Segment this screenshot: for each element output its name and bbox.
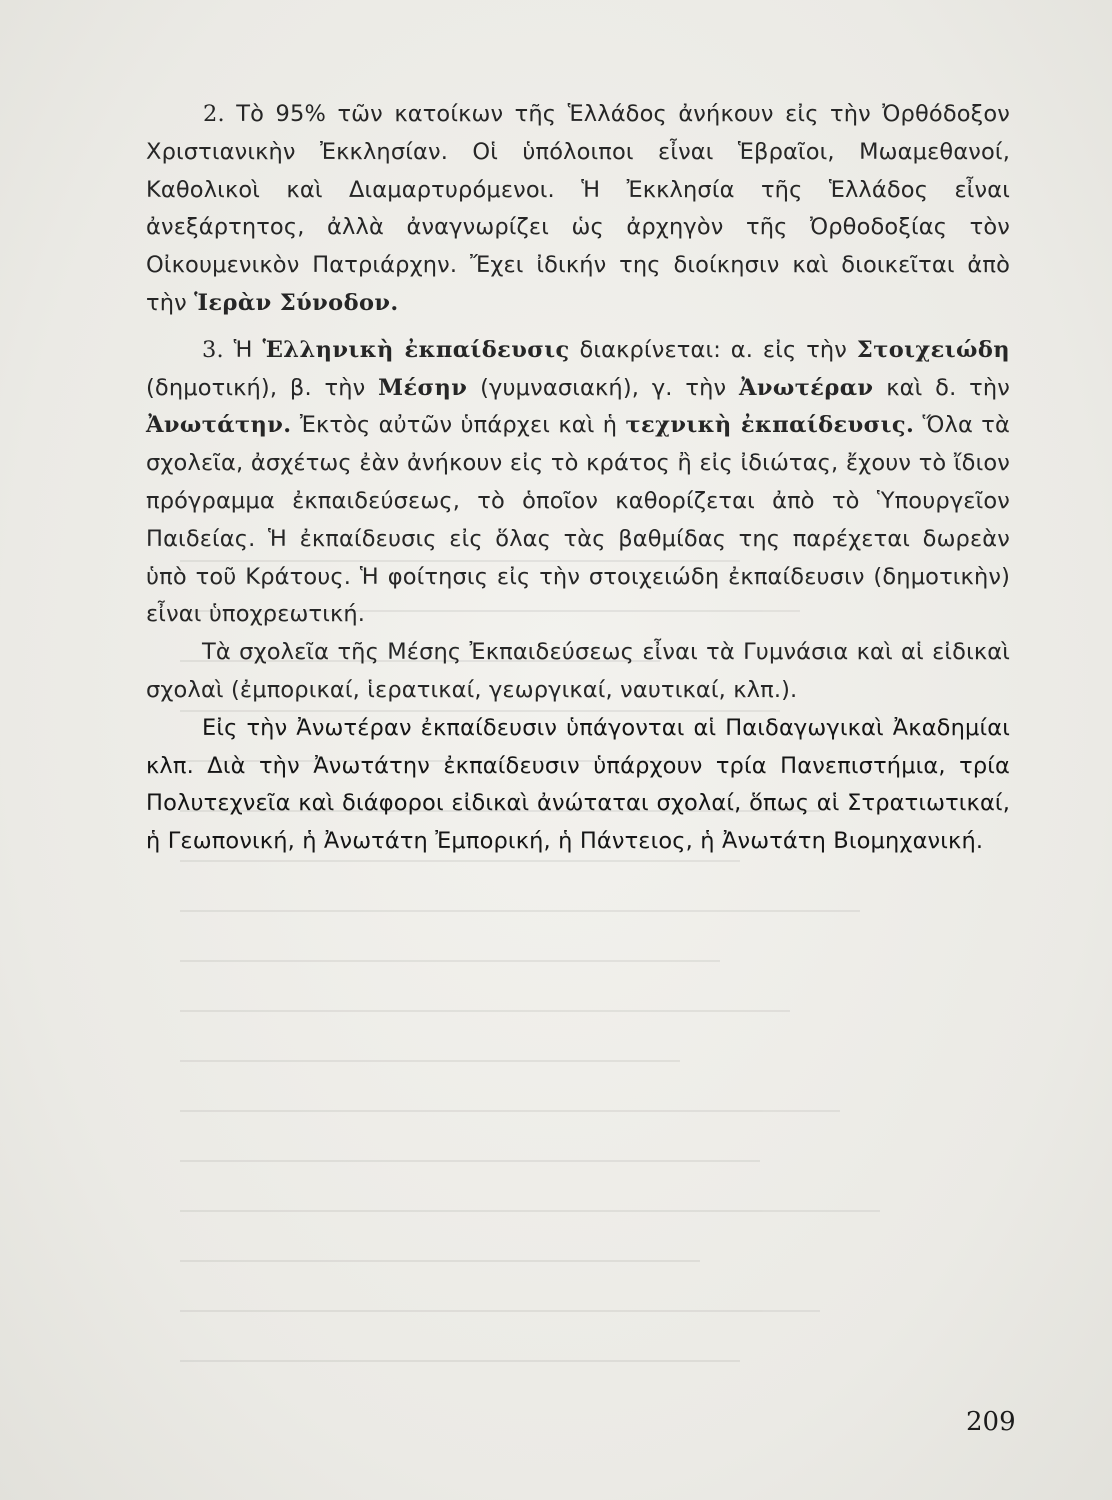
paragraph-text: Τὸ 95% τῶν κατοίκων τῆς Ἑλλάδος ἀνήκουν εἰς τὴν Ὀρθόδοξον Χριστιανικὴν Ἐκκλησίαν. Οἱ ὑπόλοιποι εἶναι Ἑβραῖοι, Μωαμεθανοί, Καθολικοὶ καὶ Διαμαρτυρόμενοι. Ἡ Ἐκκλησία τῆς Ἑλλάδος εἶναι ἀνεξάρτητος, ἀλλὰ ἀναγνωρίζει ὡς ἀρχηγὸν τῆς Ὀρθοδοξίας τὸν Οἰκουμενικὸν Πατριάρχην. Ἔχει ἰδικήν της διοίκησιν καὶ διοικεῖται ἀπὸ τὴν (146, 101, 1010, 316)
bold-term: Ἑλληνικὴ ἐκπαίδευσις (262, 336, 570, 363)
text-segment: καὶ δ. τὴν (886, 374, 1010, 401)
text-segment: Ἡ (233, 336, 253, 363)
paragraph-number: 3. (202, 336, 224, 363)
text-segment: Ὅλα τὰ σχολεῖα, ἀσχέτως ἐὰν ἀνήκουν εἰς τὸ κράτος ἢ εἰς ἰδιώτας, ἔχουν τὸ ἴδιον πρόγραμμα ἐκπαιδεύσεως, τὸ ὁποῖον καθορίζεται ἀπὸ τὸ Ὑπουργεῖον Παιδείας. Ἡ ἐκπαίδευσις εἰς ὅλας τὰς βαθμίδας της παρέχεται δωρεὰν ὑπὸ τοῦ Κράτους. Ἡ φοίτησις εἰς τὴν στοιχειώδη ἐκπαίδευσιν (δημοτικὴν) εἶναι ὑποχρεωτική. (146, 412, 1010, 628)
text-segment: (γυμνασιακή), γ. τὴν (480, 374, 727, 401)
text-segment: διακρίνεται: α. εἰς τὴν (579, 336, 848, 363)
bold-term: Στοιχειώδη (856, 336, 1010, 363)
body-text (146, 96, 1010, 861)
paragraph-secondary-schools: Τὰ σχολεῖα τῆς Μέσης Ἐκπαιδεύσεως εἶναι τὰ Γυμνάσια καὶ αἱ εἰδικαὶ σχολαὶ (ἐμπορικαί, ἱερατικαί, γεωργικαί, ναυτικαί, κλπ.). (146, 639, 1010, 703)
bold-term: Ἀνωτέραν (739, 374, 874, 401)
paragraph-2 (146, 96, 1010, 323)
bold-term: Μέσην (378, 374, 468, 401)
paragraph-3 (146, 332, 1010, 634)
text-segment: Ἐκτὸς αὐτῶν ὑπάρχει καὶ ἡ (299, 412, 618, 439)
bold-term: Ἱερὰν Σύνοδον. (194, 289, 399, 316)
bold-term: τεχνικὴ ἐκπαίδευσις. (625, 412, 915, 439)
page-number: 209 (966, 1407, 1016, 1437)
paragraph-higher-education: Εἰς τὴν Ἀνωτέραν ἐκπαίδευσιν ὑπάγονται αἱ Παιδαγωγικαὶ Ἀκαδημίαι κλπ. Διὰ τὴν Ἀνωτάτην ἐκπαίδευσιν ὑπάρχουν τρία Πανεπιστήμια, τρία Πολυτεχνεῖα καὶ διάφοροι εἰδικαὶ ἀνώταται σχολαί, ὅπως αἱ Στρατιωτικαί, ἡ Γεωπονική, ἡ Ἀνωτάτη Ἐμπορική, ἡ Πάντειος, ἡ Ἀνωτάτη Βιομηχανική. (146, 714, 1010, 855)
paragraph-number: 2. (203, 101, 225, 127)
bold-term: Ἀνωτάτην. (146, 412, 292, 439)
text-segment: (δημοτική), β. τὴν (146, 374, 366, 401)
